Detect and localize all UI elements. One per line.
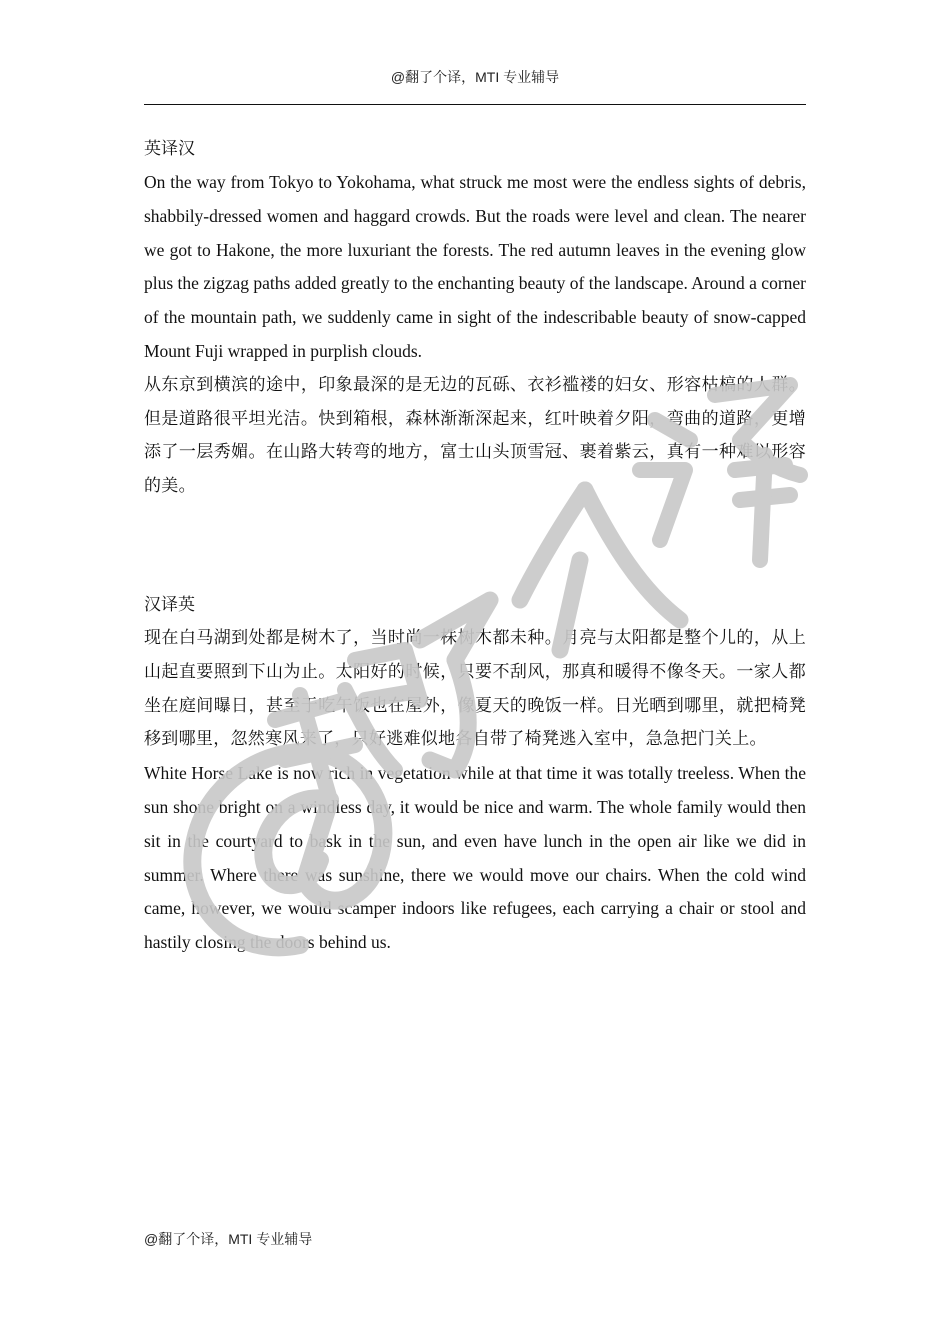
page-header: @翻了个译，MTI 专业辅导 [390,69,560,85]
translation-paragraph: 从东京到横滨的途中，印象最深的是无边的瓦砾、衣衫褴褛的妇女、形容枯槁的人群。但是道路很平坦光洁。快到箱根，森林渐渐深起来，红叶映着夕阳，弯曲的道路，更增添了一层秀媚。在山路大转弯的地方，富士山头顶雪冠、裹着紫云，真有一种难以形容的美。 [144,374,806,497]
section-spacer [144,504,806,588]
section-zh-to-en [144,588,806,960]
section-heading: 汉译英 [144,594,195,615]
translation-paragraph: White Horse Lake is now rich in vegetation while at that time it was totally treeless. When the sun shone bright on a windless day, it would be nice and warm. The whole family would then sit in the courtyard to bask in the sun, and even have lunch in the open air like we did in summer. Where there was sunshine, there we would move our chairs. When the cold wind came, however, we would scamper indoors like refugees, each carrying a chair or stool and hastily closing the doors behind us. [144,763,806,953]
section-heading: 英译汉 [144,139,195,159]
section-en-to-zh [144,132,806,504]
document-body [144,132,806,960]
page-footer: @翻了个译，MTI 专业辅导 [144,1231,313,1247]
source-paragraph: On the way from Tokyo to Yokohama, what struck me most were the endless sights of debris, shabbily-dressed women and haggard crowds. But the roads were level and clean. The nearer we got to Hakone, the more luxuriant the forests. The red autumn leaves in the evening glow plus the zigzag paths added greatly to the enchanting beauty of the landscape. Around a corner of the mountain path, we suddenly came in sight of the indescribable beauty of snow-capped Mount Fuji wrapped in purplish clouds. [144,172,806,361]
header-divider [144,104,806,105]
source-paragraph: 现在白马湖到处都是树木了，当时尚一株树木都未种。月亮与太阳都是整个儿的，从上山起直要照到下山为止。太阳好的时候，只要不刮风，那真和暖得不像冬天。一家人都坐在庭间曝日，甚至于吃午饭也在屋外，像夏天的晚饭一样。日光晒到哪里，就把椅凳移到哪里，忽然寒风来了，只好逃难似地各自带了椅凳逃入室中，急急把门关上。 [144,627,806,750]
